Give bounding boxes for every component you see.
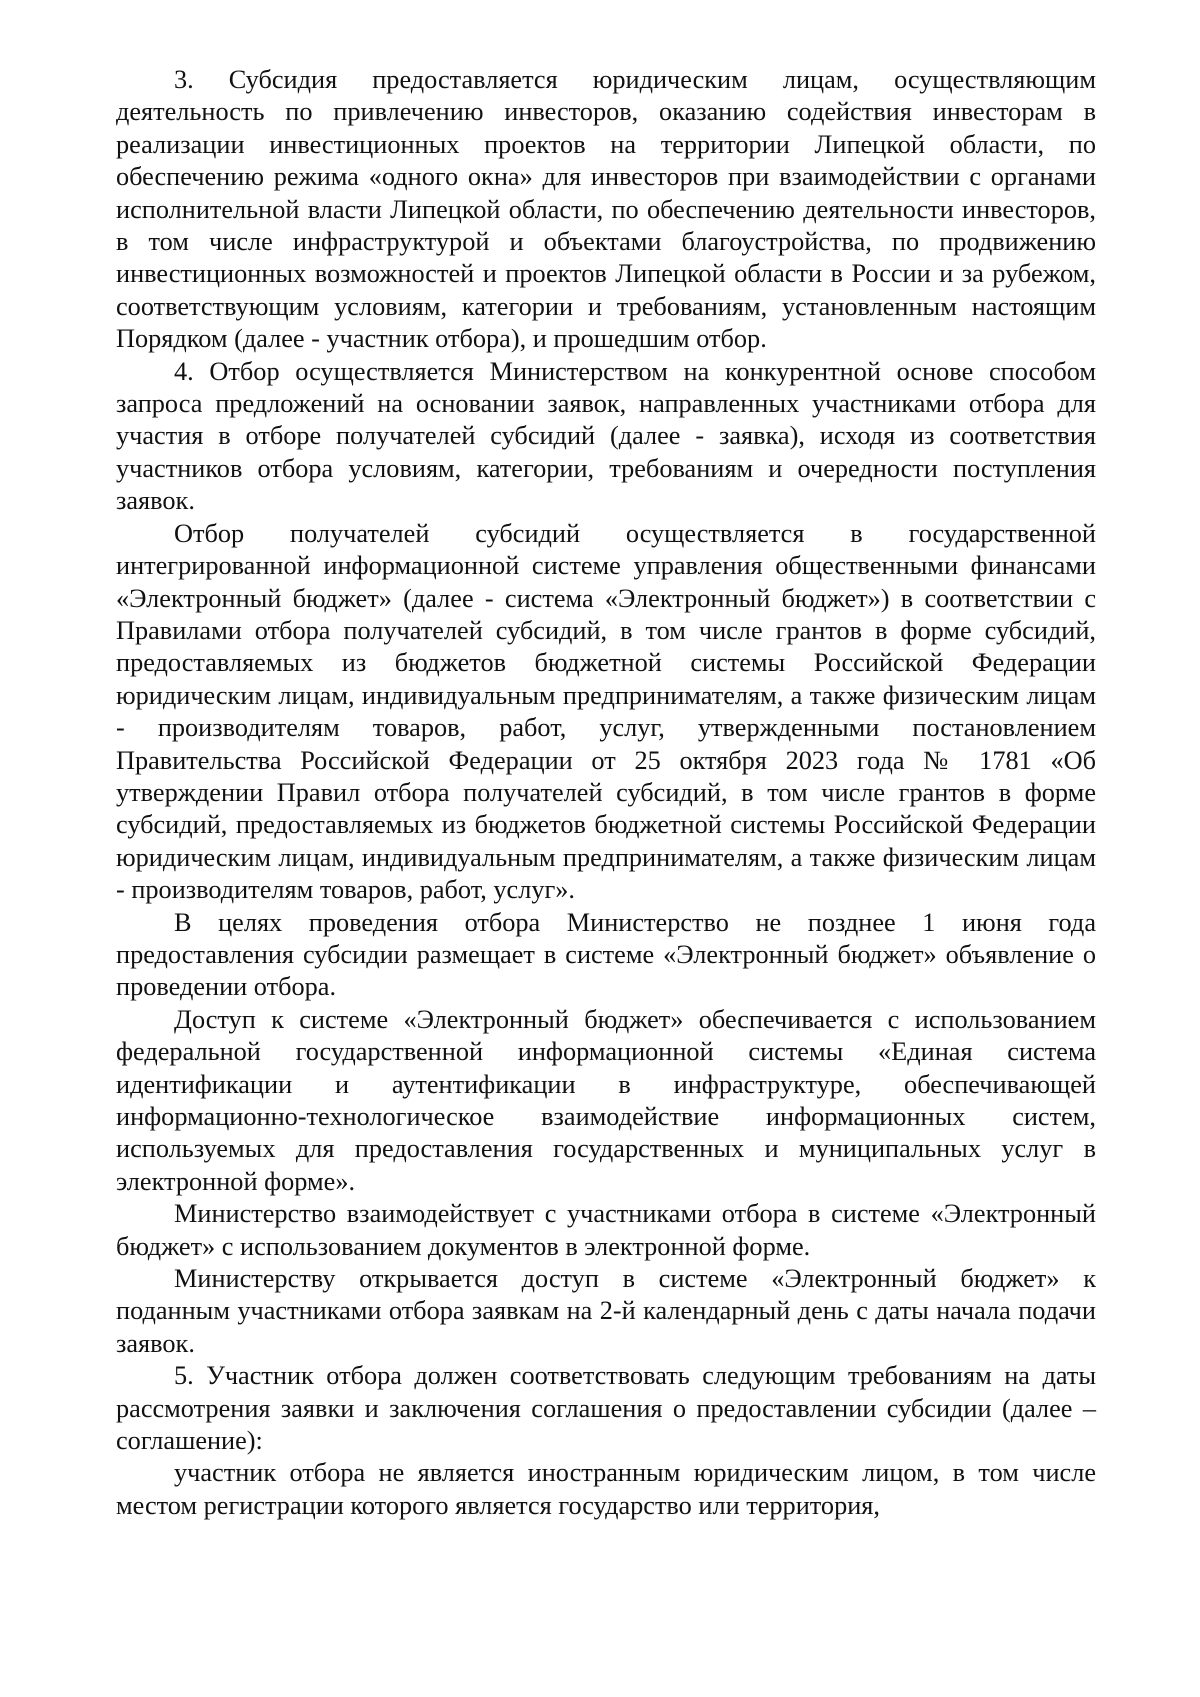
paragraph-system-access: Доступ к системе «Электронный бюджет» обеспечивается с использованием федеральной государственной информационной системы «Единая система идентификации и аутентификации в инфраструктуре, обеспечивающей информационно-технологическое взаимодействие информационных систем, используемых для предоставления государственных и муниципальных услуг в электронной форме».	[116, 1004, 1096, 1196]
paragraph-5-participant-requirements: 5. Участник отбора должен соответствовать следующим требованиям на даты рассмотрения заявки и заключения соглашения о предоставлении субсидии (далее – соглашение):	[116, 1361, 1096, 1456]
paragraph-ministry-interaction: Министерство взаимодействует с участниками отбора в системе «Электронный бюджет» с использованием документов в электронной форме.	[116, 1199, 1096, 1261]
paragraph-4-selection-method: 4. Отбор осуществляется Министерством на конкурентной основе способом запроса предложений на основании заявок, направленных участниками отбора для участия в отборе получателей субсидий (далее - заявка), исходя из соответствия участников отбора условиям, категории, требованиям и очередности поступления заявок.	[116, 356, 1096, 516]
paragraph-electronic-budget-selection: Отбор получателей субсидий осуществляется в государственной интегрированной информационной системе управления общественными финансами «Электронный бюджет» (далее - система «Электронный бюджет») в соответствии с Правилами отбора получателей субсидий, в том числе грантов в форме субсидий, предоставляемых из бюджетов бюджетной системы Российской Федерации юридическим лицам, индивидуальным предпринимателям, а также физическим лицам - производителям товаров, работ, услуг, утвержденными постановлением Правительства Российской Федерации от 25 октября 2023 года № 1781 «Об утверждении Правил отбора получателей субсидий, в том числе грантов в форме субсидий, предоставляемых из бюджетов бюджетной системы Российской Федерации юридическим лицам, индивидуальным предпринимателям, а также физическим лицам - производителям товаров, работ, услуг».	[116, 518, 1096, 905]
paragraph-ministry-access: Министерству открывается доступ в системе «Электронный бюджет» к поданным участниками отбора заявкам на 2-й календарный день с даты начала подачи заявок.	[116, 1264, 1096, 1358]
paragraph-3-subsidy-recipients: 3. Субсидия предоставляется юридическим лицам, осуществляющим деятельность по привлечению инвесторов, оказанию содействия инвесторам в реализации инвестиционных проектов на территории Липецкой области, по обеспечению режима «одного окна» для инвесторов при взаимодействии с органами исполнительной власти Липецкой области, по обеспечению деятельности инвесторов, в том числе инфраструктурой и объектами благоустройства, по продвижению инвестиционных возможностей и проектов Липецкой области в России и за рубежом, соответствующим условиям, категории и требованиям, установленным настоящим Порядком (далее - участник отбора), и прошедшим отбор.	[116, 65, 1096, 354]
document-page	[116, 64, 1096, 1522]
paragraph-not-foreign-entity: участник отбора не является иностранным юридическим лицом, в том числе местом регистрации которого является государство или территория,	[116, 1458, 1096, 1520]
paragraph-announcement-deadline: В целях проведения отбора Министерство не позднее 1 июня года предоставления субсидии размещает в системе «Электронный бюджет» объявление о проведении отбора.	[116, 907, 1096, 1002]
